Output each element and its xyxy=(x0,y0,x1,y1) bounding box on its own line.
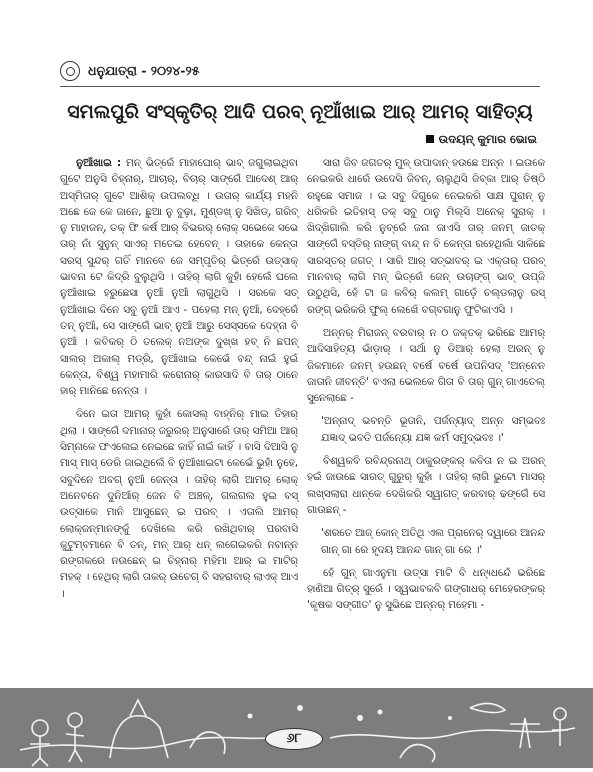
page-number: ୬୮ xyxy=(265,728,323,750)
quote-tagore: 'ଶରତେ ଆଜ୍ କୋନ୍ ଅତିଥି ଏଲ ପ୍ରାନେର୍ ଦ୍ୱାରେ ଆନନ୍ଦ ଗାନ୍ ଗା ରେ ହୃଦୟ ଆନନ୍ଦ ଗାନ୍ ଗା ରେ ।' xyxy=(321,527,545,556)
journal-title: ଧନୁଯାତ୍ରା - ୨୦୨୪-୨୫ xyxy=(88,63,200,78)
emblem-icon xyxy=(60,61,80,81)
running-header xyxy=(60,60,540,82)
author-line xyxy=(426,132,537,147)
quote-gita: 'ଅନ୍ନାଦ୍ ଭବନ୍ତି ଭୂତାନି, ପର୍ଜନ୍ୟାଦ୍ ଅନ୍ନ ସମ୍ଭବଃ ଯଜ୍ଞାଦ୍ ଭବତି ପର୍ଜନ୍ୟୋ ଯଜ୍ଞ କର୍ମ ସମୁଦ୍ଭବଃ ।' xyxy=(321,415,545,444)
left-column xyxy=(60,155,298,609)
paragraph: ଦିନେ ଇତା ଆମର୍ କୁହାଁ କୋସଲ୍ ବାହ୍ନିର୍ ମାଇ ତିହାର୍ ଥିଲା । ସାଙ୍ଗେଁ ଦମାନାର୍ ଜରୁରର୍ ଅନୁସାରେଁ ତାର୍ ସମିଆ ଆର୍ ସିମ୍ନାକେ ଫଏଲେଇ ନେଇଛେ କାହିଁ ନାଇଁ କାହିଁ । ବାସି ଦିଆସି ନୁ ମାସ୍ ମାସ୍ ଡେରି ଜାଇଥିଲେଁ ବି ନୁଆଁଖାଇଟା କେଭେଁ ଭୁହାଁ ନୁହେ, ସବୁଦିନେ ଅବଗ୍ ନୁଆଁ ଜେନ୍ତା । ତାହିର୍ ଲାଗି ଆମର୍ ଲୋକ୍ ଅନେବନେ ଦୁନିଆଁର୍ ଜେନ ବି ଅଞ୍ଚଳ୍, ଗଲଗଲ ହୁଇ ବସ୍ ଉତ୍ସାକେ ମାନି ଆସୁଛେନ୍ ଇ ପରବ୍ । ଏତାଲି ଆମର୍ ଲୋକ୍ଜନ୍‌ମାନଙ୍କୁଁ ଦେଖିଲେ କରି ରଖିଥିବାର୍ ପରବାସି କୁଟୁମ୍ବମାନେ ବି ତନ୍, ମନ୍ ଆର୍ ଧନ୍ ଲଗେଇକରି ନବାନ୍ନ ରଙ୍ଗକରେ ନଉଛେନ୍ ଇ ଚିହ୍ନାର୍ ମହିମା ଆର୍ ଇ ମାଟିର୍ ମହକ୍ । ହେଥିର୍ ଲାଗି ତାକର୍ ଉଚେଗ୍ ବି ସହରାବାର୍ ଲାଏକ୍ ଆଏ । xyxy=(60,408,298,600)
paragraph: ନୁଆଁଖାଇ : ମନ୍ ଭିତ୍ରେଁ ମାହାଘୋର୍ ଭାବ୍ ଜଗୁଲାଇଥିବା ଗୁଟେ ଅନୁସି ଚିହ୍ନାର୍, ଆଚାର୍, ବିଚାର୍ ସାଙ୍ଗେଁ ଆଦେଶ୍ ଆର୍ ଅସ୍ମିତାର୍ ଗୁଟେ ଆଶିକ୍ ଉପଲବ୍ଧି । ଉତାର୍ କାର୍ଯ୍ୟ ମହନି ଅଛେ ଜେ କେ ଜାନେ, ଛୁଆ ନୁ ବୁଢ଼ା, ମୁଣ୍ଡଖ୍ ନୁ ସିଖିଡ୍, ଗରିବ୍ ନୁ ମାହାଜନ୍, ତକ୍ ଫି କର୍ଷ ଆର୍ ବିଭରର୍ ଲୋକ୍ ସଭେକେ ସଭେ ତାର୍ ନାଁ ସୁନୁନ୍ ସାଏର୍ ମତେଇ ହେବେନ୍ । ତାହାକେ କେନ୍ତା ସରସ୍ ସୁନ୍ଦର୍ ଗତିଁ ମାନବେ ଜେ ସମ୍ପୃତିର୍ ଭିତ୍ରେଁ ଉତ୍ସାକ୍ ଭାବନା ଟେ କିଦ୍ରି ବୁଲୁଥିସି । ତାହିର୍ ଲାଗି କୁହାଁ ହେଲେଁ ଘଲେ ନୁଆଁଖାଇ ହରୁଛେସା ନୁଆଁ ନୁଆଁ ଲାଗୁଥିସି । ସରକେ ସତ୍ ନୁଆଁଖାଇ ଦିନେ ସବୁ ନୁଆଁ ଆଏ - ପହେଲା ମନ୍ ନୁଆଁ, ଦେହ୍ରେଁ ତନ୍ ନୁଆଁ, ସେ ସାଙ୍ଗେଁ ଭାବ୍ ନୁଆଁ ଆରୁ ସେସ୍ସକେ ଦେହ୍ନା ବି ନୁଆଁ । କବିକର୍ ଠି ତଲେକ୍ ନଅଙ୍କ ଦୁଖ୍‌ଖ ହବ୍ ନି ଛପନ୍ ସାଲର୍ ଅକାଲ୍ ମଡ୍ରି, ନୁଆଁଖାଇ କେଭେଁ ବନ୍ଦ୍ ନାଇଁ ହୁଇଁ କେନ୍ତା, ବିଶ୍ୱ ମହାମାରି କରୋନାର୍ କାରସାଦି ବି ତାର୍ ଠାନେ ହାର୍ ମାନିଛେ ନେନ୍ତା । xyxy=(60,157,298,398)
square-bullet-icon xyxy=(426,135,434,143)
section-lead: ନୁଆଁଖାଇ : xyxy=(76,157,122,169)
article-title: ସମଲପୁରି ସଂସ୍କୃତିର୍ ଆଦି ପରବ୍ ନୂଆଁଖାଇ ଆର୍ ଆମର୍ ସାହିତ୍ୟ xyxy=(67,101,533,123)
paragraph: ସାରା ଜିବ ଜଗତର୍ ମୁଳ୍ ଉପାଦାନ୍ ହଉଛେ ଅନ୍ନ । ଇତାକେ ନେଇକରି ଧାରେଁ ଉଦେସି ଜିବନ୍, ଚାଲୁଥିସି ଜିବ୍‌କା ଆର୍ ତିଷ୍ଠି ରହୁଛେ ସମାଜ । ଇ ସବୁ ଦିଗୁକେ ନେଇକରି ସାକ୍ଷ ପୁରାନ୍ ନୁ ଧରିକରି ଇତିହାସ୍ ତକ୍ ସବୁ ଠାନୁ ମିଲ୍‌ସି ଅନେକ୍ ସୁରାକ୍ । ଖିଦ୍‌ଖିଗାଲି କରି ନୁବ୍ରେଁ ଜନା ଜାଏସି ତାର୍ ଜନମ୍ ଜାତକ୍ ସାଙ୍ଗେଁ ବସ୍ତିର୍ ନାଙ୍ଗ୍ ବାନ୍ଦ୍ ନ ବି କେନ୍ତା ରହେଥିଲାଁ ସାଳିଛେ ସାରସ୍ତର୍ ଜଗତ୍ । ସାରି ଆର୍ ସତ୍‌ଭାବର୍ ଇ ଏକ୍‌ତାର୍ ପରବ୍ ମାନବାର୍ ଲାଗି ମନ୍ ଭିତ୍ରେଁ ଜେନ୍ ଉଚାଙ୍ଗ୍ ଭାବ୍ ଉପ୍‌ଜି ଉଠୁଥିସି, ହେଁ ଟା ଜ କବିର୍ କଲମ୍ ଗାଡ଼େଁ ଚଲ୍‌ଡଲାନୁ ରସ୍ ରଙ୍ଗ୍ ଭରିକରି ଫୁଲ୍ ଲେଖେଁ ବଗ୍‌ବଗାନୁ ଫୁଟିକାଏସି । xyxy=(307,157,545,316)
author-name: ଉଦୟନ୍ କୁମାର ଭୋଇ xyxy=(438,132,537,146)
paragraph: ହେଁ ଗୁନ୍ ଗାଏନୁମା ଉତ୍ସା ମାଟି ବି ଧନ୍ୟ୍‌ଧନ୍ଦେଁ ଭରିଛେ ହାଣିଆ ଗିତ୍‌ର୍ ସୁରେଁ । ସ୍ୱଭାବକବି ଗଙ୍ଗାଧର୍ ମେହେରଙ୍କର୍ 'କୃଷକ ସଙ୍ଗୀତ' ନୁ ସୁଭିଛେ ଅନ୍ନର୍ ମହେମା - xyxy=(307,566,545,612)
paragraph: ଅନ୍ନର୍ ମିରାଜନ୍ ବରବାର୍ ନ ଠ ଜକ୍ତକ୍ ଭରିଛେ ଆମର୍ ଆଦିସାହିତ୍ୟ ଭାଁଡ଼ାର୍ । ସର୍ଥା ନୁ ଡିଆର୍ ହେଲା ଅରନ୍ ନୁ ଜିକମାନେ ଜନମ୍ ହଉଛନ୍ ବର୍ଷେ ବର୍ଷେ ଉପନିସଦ୍ 'ଅନ୍ନେନ ଜାତାନି ଜୀବନ୍ତି' ବଏଲା ଭେଲକେ ଗିତା ବି ତାର୍ ଗୁନ୍ ଗାଏତେଲ୍ ସୁନେଲାଛେ - xyxy=(307,326,545,405)
right-column xyxy=(307,155,545,621)
header-divider xyxy=(60,86,540,87)
paragraph: ବିଶ୍ୱକବି ରବିନ୍ଦ୍ରନାଥ୍ ଠାକୁରଙ୍କର୍ କବିତା ନ ଇ ଅରନ୍ ହଇଁ ଜାଉଛେ ସାରତ୍ ଗୁରୁର୍ କୁହାଁ । ତାହିର୍ ଲାଗି ଭୁଟୋ ମାସର୍ ଲଖ୍‌ସଲାରା ଧାନ୍‌କେ ଦେଖିକରି ସ୍ୱାଗତ୍ କରବାର୍ ଢଙ୍ଗେଁ ସେ ଗାଉଛନ୍ - xyxy=(307,455,545,516)
